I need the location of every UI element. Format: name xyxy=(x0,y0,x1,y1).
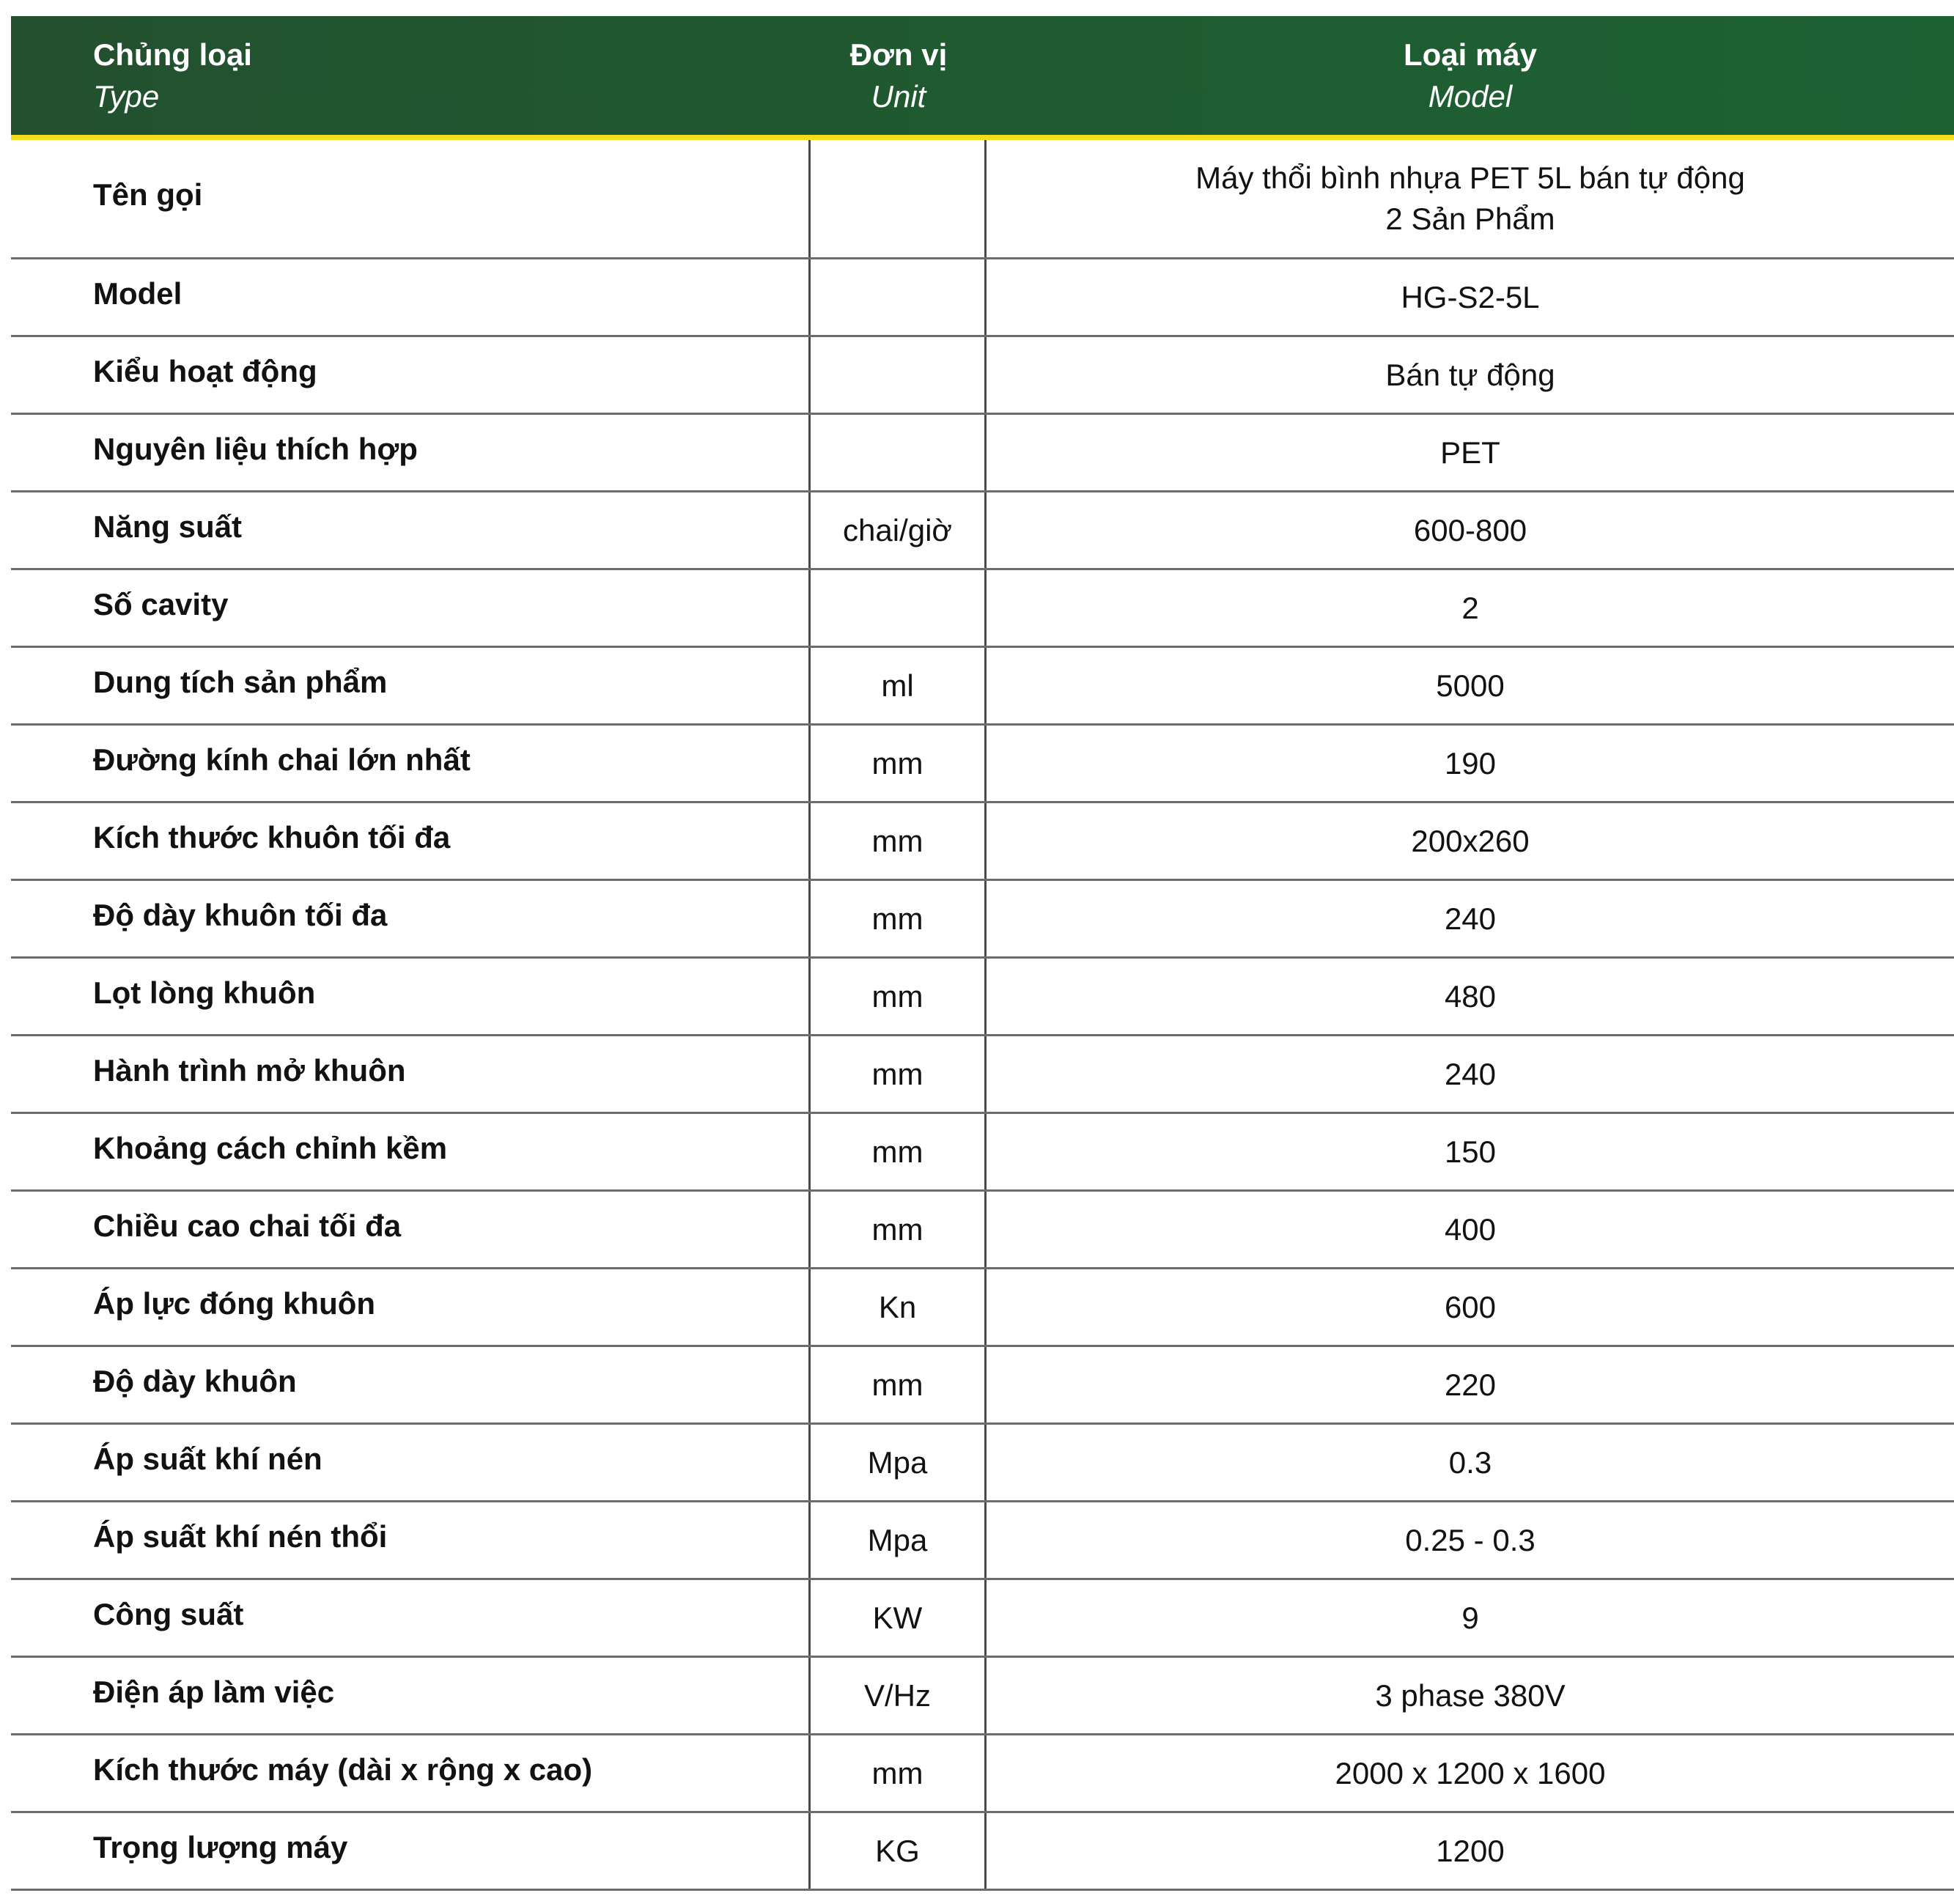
row-label: Khoảng cách chỉnh kềm xyxy=(11,1114,811,1189)
row-value: 2 xyxy=(1461,590,1479,625)
row-label: Áp lực đóng khuôn xyxy=(11,1269,811,1345)
row-unit xyxy=(811,415,987,490)
row-value: 600 xyxy=(1444,1289,1497,1324)
row-label: Độ dày khuôn tối đa xyxy=(11,881,811,956)
row-label: Nguyên liệu thích hợp xyxy=(11,415,811,490)
table-row xyxy=(11,1347,1954,1425)
row-value-line-1: Máy thổi bình nhựa PET 5L bán tự động xyxy=(1195,160,1745,195)
row-value: 480 xyxy=(1444,978,1497,1014)
table-row xyxy=(11,415,1954,492)
row-value: 0.25 - 0.3 xyxy=(1405,1522,1535,1557)
header-type-en: Type xyxy=(93,79,160,114)
row-label: Model xyxy=(11,259,811,335)
header-model xyxy=(987,16,1954,135)
header-model-vi: Loại máy xyxy=(1403,37,1538,72)
row-value: 5000 xyxy=(1436,668,1505,703)
row-unit: mm xyxy=(811,1735,987,1811)
row-unit xyxy=(811,140,987,257)
row-unit: Kn xyxy=(811,1269,987,1345)
table-row xyxy=(11,726,1954,803)
row-unit xyxy=(811,259,987,335)
row-label: Độ dày khuôn xyxy=(11,1347,811,1423)
table-row xyxy=(11,337,1954,415)
table-row xyxy=(11,259,1954,337)
row-value: Bán tự động xyxy=(1385,357,1555,392)
row-value: 200x260 xyxy=(1411,823,1530,858)
row-value: 240 xyxy=(1444,901,1497,936)
header-type xyxy=(11,16,811,135)
table-row xyxy=(11,1425,1954,1502)
row-label: Áp suất khí nén xyxy=(11,1425,811,1500)
header-type-vi: Chủng loại xyxy=(93,37,252,72)
row-unit: mm xyxy=(811,881,987,956)
table-row xyxy=(11,1735,1954,1813)
row-unit: mm xyxy=(811,1114,987,1189)
row-value: 2000 x 1200 x 1600 xyxy=(1335,1755,1606,1790)
row-label: Chiều cao chai tối đa xyxy=(11,1192,811,1267)
row-label: Tên gọi xyxy=(11,140,811,257)
row-label: Đường kính chai lớn nhất xyxy=(11,726,811,801)
row-label: Áp suất khí nén thổi xyxy=(11,1502,811,1578)
row-value: 150 xyxy=(1444,1134,1497,1169)
table-row xyxy=(11,648,1954,726)
table-row xyxy=(11,1580,1954,1658)
row-unit: mm xyxy=(811,1192,987,1267)
row-value: 600-800 xyxy=(1413,512,1527,547)
row-label: Hành trình mở khuôn xyxy=(11,1036,811,1112)
row-unit: mm xyxy=(811,1036,987,1112)
row-label: Điện áp làm việc xyxy=(11,1658,811,1733)
row-value: 9 xyxy=(1461,1600,1479,1635)
table-row xyxy=(11,570,1954,648)
table-row xyxy=(11,803,1954,881)
row-value: 400 xyxy=(1444,1211,1497,1247)
table-row xyxy=(11,1192,1954,1269)
row-unit xyxy=(811,570,987,646)
row-unit xyxy=(811,337,987,413)
table-row xyxy=(11,1658,1954,1735)
row-unit: KG xyxy=(811,1813,987,1889)
table-row xyxy=(11,1036,1954,1114)
row-unit: V/Hz xyxy=(811,1658,987,1733)
table-row xyxy=(11,1502,1954,1580)
table-row xyxy=(11,1114,1954,1192)
row-unit: Mpa xyxy=(811,1425,987,1500)
row-value: 0.3 xyxy=(1448,1444,1492,1480)
row-unit: mm xyxy=(811,726,987,801)
row-label: Công suất xyxy=(11,1580,811,1656)
table-body xyxy=(11,140,1954,1891)
table-header xyxy=(11,16,1954,140)
header-unit xyxy=(811,16,987,135)
row-value: 190 xyxy=(1444,745,1497,781)
row-label: Trọng lượng máy xyxy=(11,1813,811,1889)
row-label: Số cavity xyxy=(11,570,811,646)
row-value: HG-S2-5L xyxy=(1401,279,1540,314)
row-value-line-2: 2 Sản Phẩm xyxy=(1385,202,1555,236)
row-value: 240 xyxy=(1444,1056,1497,1091)
row-label: Kích thước khuôn tối đa xyxy=(11,803,811,879)
table-row xyxy=(11,1813,1954,1891)
row-unit: Mpa xyxy=(811,1502,987,1578)
row-label: Kích thước máy (dài x rộng x cao) xyxy=(11,1735,811,1811)
row-label: Lọt lòng khuôn xyxy=(11,959,811,1034)
header-model-en: Model xyxy=(1428,79,1513,114)
table-row xyxy=(11,959,1954,1036)
table-row xyxy=(11,492,1954,570)
spec-table xyxy=(11,16,1954,1891)
row-unit: mm xyxy=(811,803,987,879)
row-unit: KW xyxy=(811,1580,987,1656)
header-unit-vi: Đơn vị xyxy=(849,37,948,72)
row-unit: mm xyxy=(811,1347,987,1423)
row-value: 220 xyxy=(1444,1367,1497,1402)
row-unit: ml xyxy=(811,648,987,723)
row-label: Kiểu hoạt động xyxy=(11,337,811,413)
table-row xyxy=(11,881,1954,959)
table-row xyxy=(11,1269,1954,1347)
row-value: 3 phase 380V xyxy=(1375,1678,1566,1713)
row-value: PET xyxy=(1440,435,1500,470)
header-unit-en: Unit xyxy=(871,79,926,114)
row-unit: mm xyxy=(811,959,987,1034)
row-label: Năng suất xyxy=(11,492,811,568)
row-value xyxy=(987,140,1954,257)
row-unit: chai/giờ xyxy=(811,492,987,568)
row-label: Dung tích sản phẩm xyxy=(11,648,811,723)
table-row xyxy=(11,140,1954,259)
row-value: 1200 xyxy=(1436,1833,1505,1868)
